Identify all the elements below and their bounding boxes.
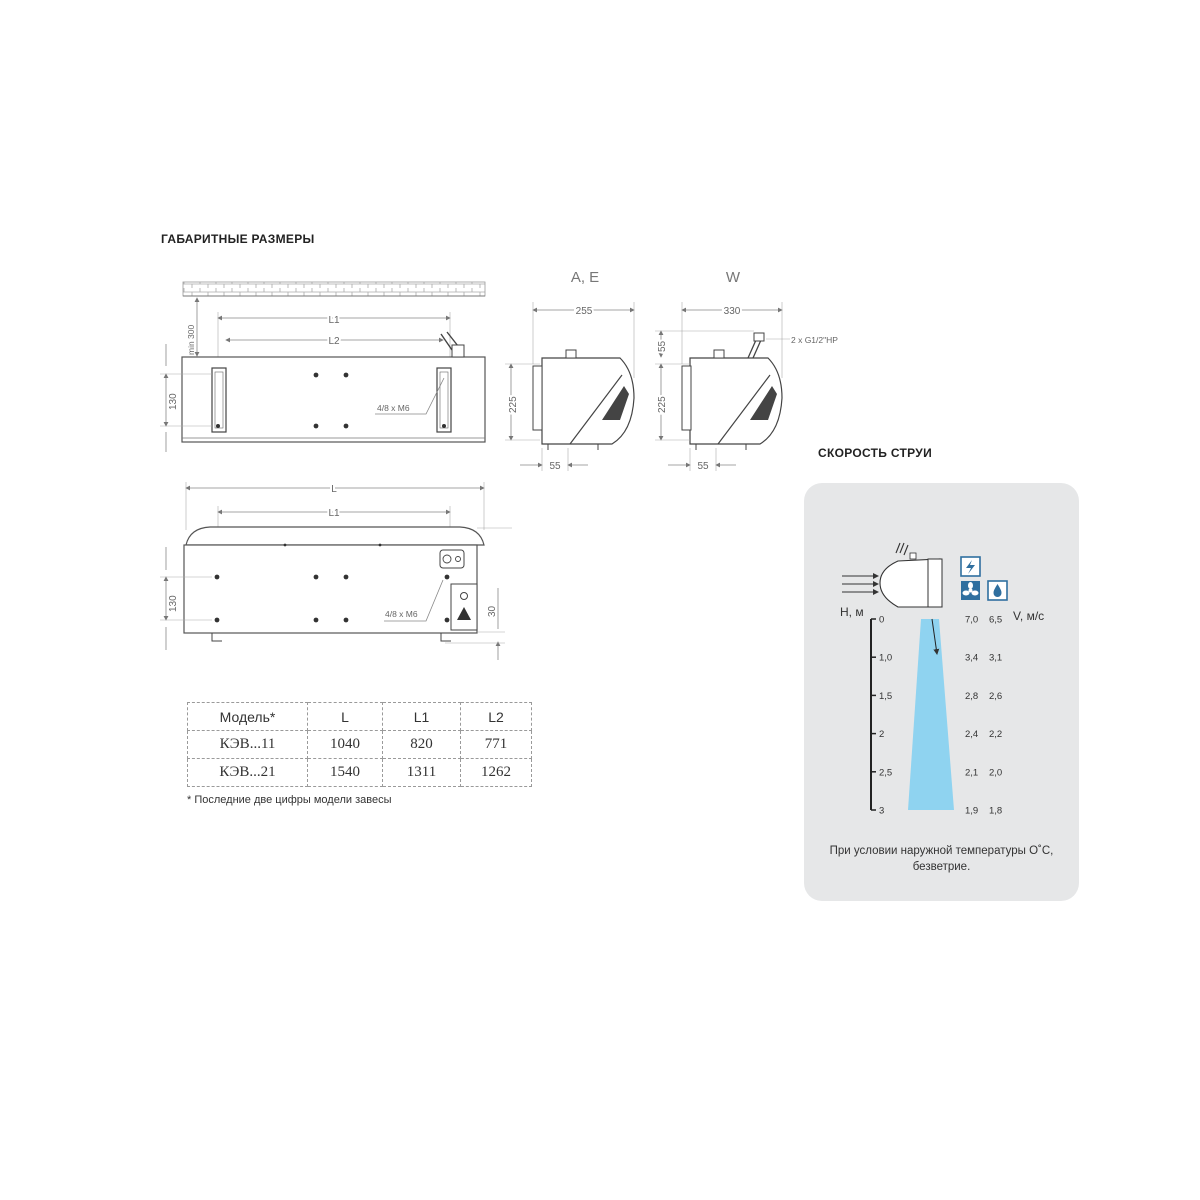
table-cell: 1262 <box>461 759 532 787</box>
table-cell: 820 <box>383 731 461 759</box>
table-header-row <box>188 703 532 731</box>
model-dimensions-table <box>187 702 532 787</box>
bottom-view <box>160 482 512 660</box>
bottom-l1-label: L1 <box>328 508 340 519</box>
bottom-height-label: 130 <box>168 595 179 612</box>
air-curtain-unit <box>880 543 942 607</box>
velocity-electric-value: 3,4 <box>965 652 979 664</box>
velocity-electric-value: 7,0 <box>965 614 979 626</box>
height-tick-label: 2 <box>879 729 885 741</box>
velocity-electric-value: 2,1 <box>965 767 979 779</box>
table-cell: 1040 <box>308 731 383 759</box>
table-header-cell: L2 <box>461 703 532 731</box>
velocity-water-value: 3,1 <box>989 652 1003 664</box>
velocity-water-value: 6,5 <box>989 614 1003 626</box>
side-w-width-label: 330 <box>723 306 741 317</box>
front-view <box>160 282 485 452</box>
water-heater-icon <box>988 581 1007 600</box>
bottom-l-label: L <box>331 484 337 495</box>
table-header-cell: L <box>308 703 383 731</box>
side-w-title: W <box>725 269 741 286</box>
dimension-drawings <box>0 0 838 680</box>
velocity-electric-value: 1,9 <box>965 805 979 817</box>
velocity-axis-title: V, м/с <box>1013 609 1045 623</box>
table-cell: КЭВ...11 <box>188 731 308 759</box>
jet-speed-diagram <box>804 483 1079 843</box>
bottom-offset-label: 30 <box>487 605 498 617</box>
side-w-bracket-label: 55 <box>697 461 709 472</box>
height-tick-label: 3 <box>879 805 885 817</box>
front-l1-label: L1 <box>328 315 340 326</box>
front-height-label: 130 <box>168 393 179 410</box>
min-clearance-label: min 300 <box>186 324 196 355</box>
velocity-water-value: 2,0 <box>989 767 1003 779</box>
velocity-water-value: 2,6 <box>989 690 1003 702</box>
side-w-height-label: 225 <box>657 396 668 413</box>
side-w-top-label: 55 <box>657 340 668 352</box>
side-view-ae <box>505 269 634 472</box>
velocity-electric-value: 2,4 <box>965 729 979 741</box>
electric-heater-icon <box>961 557 980 576</box>
jet-speed-panel <box>804 483 1079 901</box>
side-ae-bracket-label: 55 <box>549 461 561 472</box>
side-w-connection-label: 2 x G1/2"HP <box>791 335 838 345</box>
conditions-note: При условии наружной температуры О˚С, безветрие. <box>829 845 1054 873</box>
side-ae-height-label: 225 <box>508 396 519 413</box>
velocity-electric-value: 2,8 <box>965 690 979 702</box>
velocity-water-value: 2,2 <box>989 729 1003 741</box>
jet-speed-heading: СКОРОСТЬ СТРУИ <box>818 446 932 460</box>
height-axis-title: H, м <box>840 605 864 619</box>
table-cell: КЭВ...21 <box>188 759 308 787</box>
table-cell: 1311 <box>383 759 461 787</box>
table-cell: 1540 <box>308 759 383 787</box>
air-intake-arrows <box>842 576 878 592</box>
table-row <box>188 759 532 787</box>
front-l2-label: L2 <box>328 336 340 347</box>
side-ae-width-label: 255 <box>575 306 593 317</box>
table-row <box>188 731 532 759</box>
side-ae-title: A, E <box>570 269 600 286</box>
dimensions-heading: ГАБАРИТНЫЕ РАЗМЕРЫ <box>161 232 315 246</box>
table-header-cell: Модель* <box>188 703 308 731</box>
bottom-mount-label: 4/8 x M6 <box>385 609 418 619</box>
air-jet <box>908 619 954 810</box>
table-footnote: * Последние две цифры модели завесы <box>187 794 392 806</box>
velocity-water-value: 1,8 <box>989 805 1003 817</box>
height-tick-label: 2,5 <box>879 767 893 779</box>
height-tick-label: 1,5 <box>879 690 893 702</box>
fan-only-icon <box>961 581 980 600</box>
table-cell: 771 <box>461 731 532 759</box>
side-view-w <box>655 269 838 472</box>
table-header-cell: L1 <box>383 703 461 731</box>
height-tick-label: 0 <box>879 614 885 626</box>
height-tick-label: 1,0 <box>879 652 893 664</box>
front-mount-label: 4/8 x M6 <box>377 403 410 413</box>
